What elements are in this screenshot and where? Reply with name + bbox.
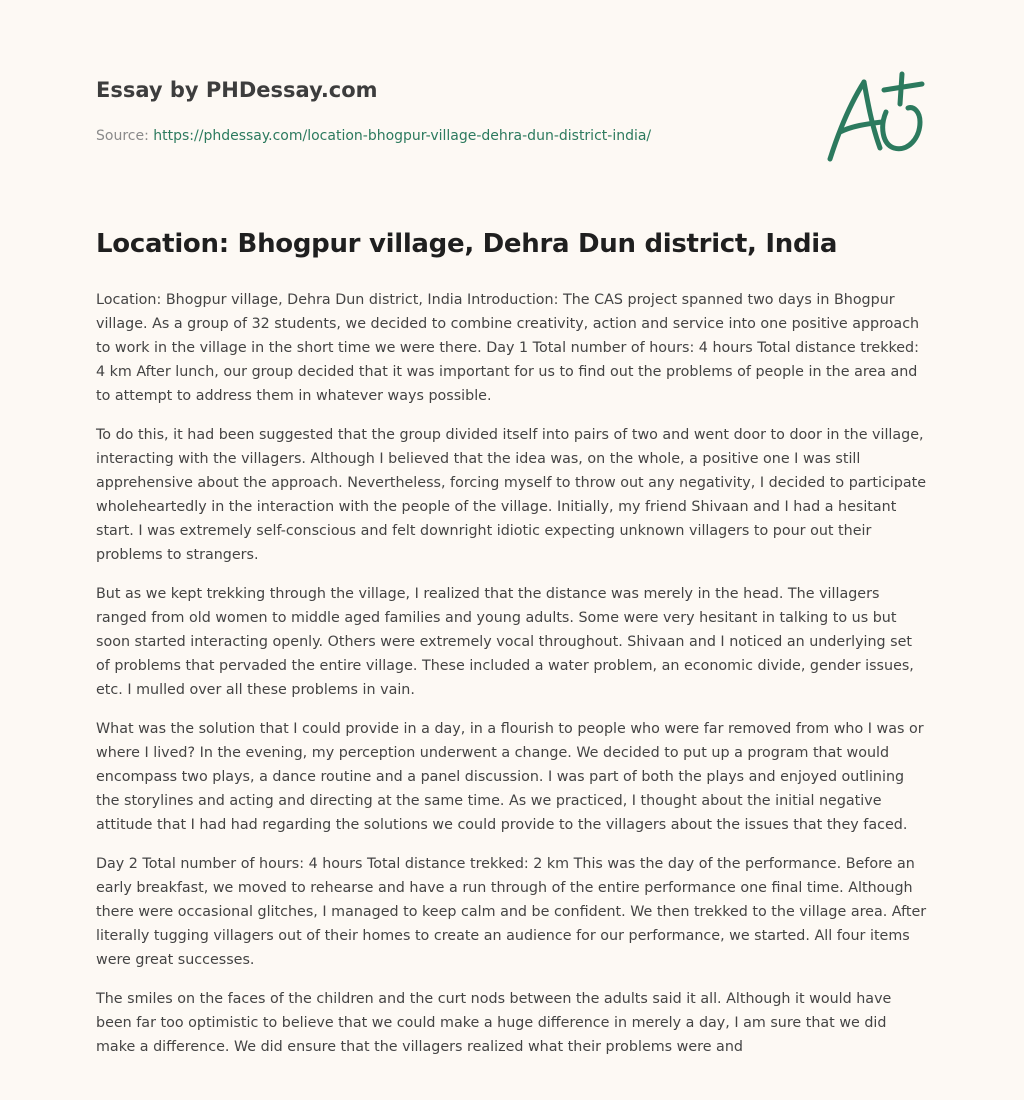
article-paragraph: The smiles on the faces of the children and the curt nods between the adults said it all. Although it would have been far too optimistic to believe that we could make a huge difference in merely a day, I am sure that we did make a difference. We did ensure that the villagers realized what their problems were and [96, 991, 892, 1055]
article-paragraph: But as we kept trekking through the village, I realized that the distance was merely in the head. The villagers ranged from old women to middle aged families and young adults. Some were very hesitant in talking to us but soon started interacting openly. Others were extremely vocal throughout. Shivaan and I noticed an underlying set of problems that pervaded the entire village. These included a water problem, an economic divide, gender issues, etc. I mulled over all these problems in vain. [96, 586, 914, 698]
source-label: Source: [96, 128, 149, 144]
source-link[interactable]: https://phdessay.com/location-bhogpur-village-dehra-dun-district-india/ [153, 128, 652, 144]
article-paragraph: What was the solution that I could provide in a day, in a flourish to people who were far removed from who I was or where I lived? In the evening, my perception underwent a change. We decided to put up a program that would encompass two plays, a dance routine and a panel discussion. I was part of both the plays and enjoyed outlining the storylines and acting and directing at the same time. As we practiced, I thought about the initial negative attitude that I had had regarding the solutions we could provide to the villagers about the issues that they faced. [96, 721, 924, 833]
brand-title: Essay by PHDessay.com [96, 78, 378, 102]
article-title: Location: Bhogpur village, Dehra Dun district, India [96, 229, 838, 259]
article-paragraph: Location: Bhogpur village, Dehra Dun district, India Introduction: The CAS project spanned two days in Bhogpur village. As a group of 32 students, we decided to combine creativity, action and service into one positive approach to work in the village in the short time we were there. Day 1 Total number of hours: 4 hours Total distance trekked: 4 km After lunch, our group decided that it was important for us to find out the problems of people in the area and to attempt to address them in whatever ways possible. [96, 292, 920, 404]
article-paragraph: Day 2 Total number of hours: 4 hours Total distance trekked: 2 km This was the day of the performance. Before an early breakfast, we moved to rehearse and have a run through of the entire performance one final time. Although there were occasional glitches, I managed to keep calm and be confident. We then trekked to the village area. After literally tugging villagers out of their homes to create an audience for our performance, we started. All four items were great successes. [96, 856, 927, 968]
source-line [96, 126, 796, 146]
article [96, 226, 930, 1074]
a-plus-grade-icon [820, 64, 930, 164]
page-header [96, 76, 796, 146]
article-paragraph: To do this, it had been suggested that the group divided itself into pairs of two and went door to door in the village, interacting with the villagers. Although I believed that the idea was, on the whole, a positive one I was still apprehensive about the approach. Nevertheless, forcing myself to throw out any negativity, I decided to participate wholeheartedly in the interaction with the people of the village. Initially, my friend Shivaan and I had a hesitant start. I was extremely self-conscious and felt downright idiotic expecting unknown villagers to pour out their problems to strangers. [96, 427, 927, 563]
